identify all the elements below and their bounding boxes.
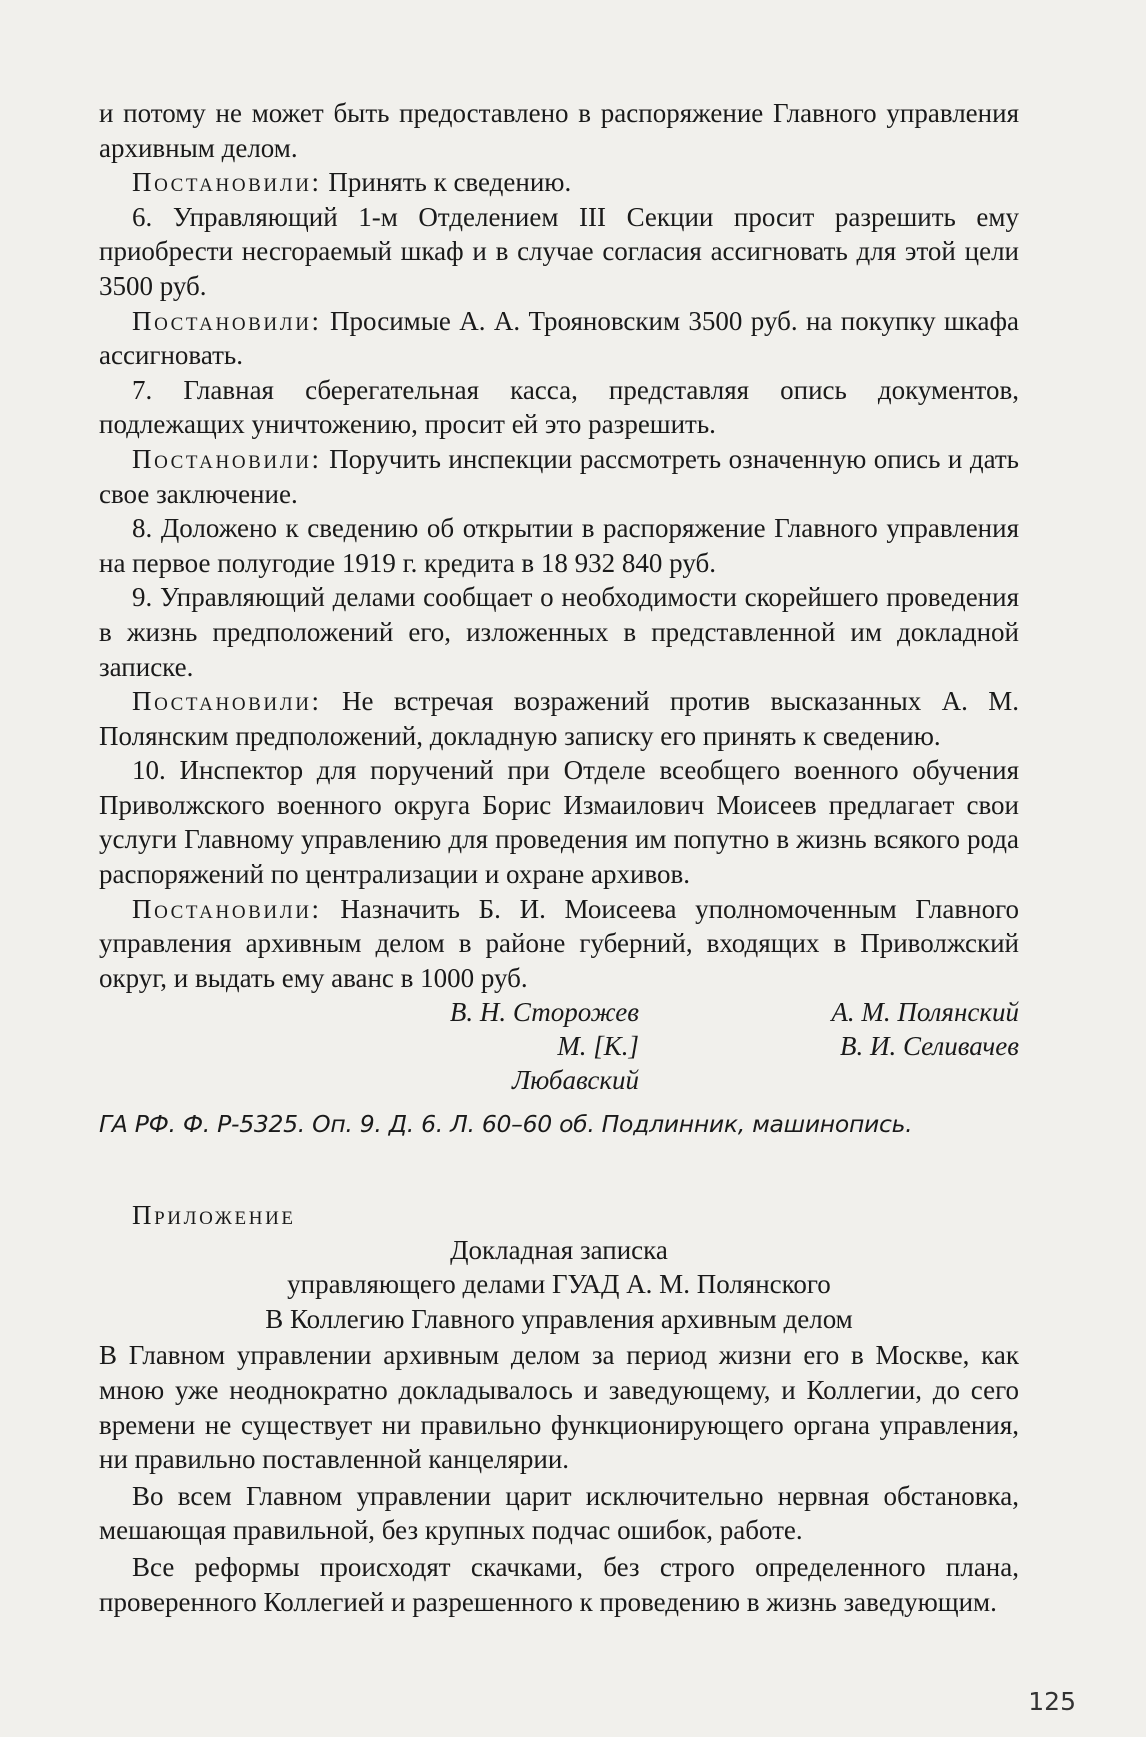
main-text <box>99 96 1019 1619</box>
resolution-paragraph <box>99 304 1019 373</box>
resolution-label: Постановили: <box>132 686 322 717</box>
signature: В. И. Селивачев <box>839 1031 1019 1062</box>
resolution-label: Постановили: <box>132 893 322 924</box>
paragraph: 9. Управляющий делами сообщает о необходимости скорейшего проведения в жизнь предположений его, изложенных в представленной им докладной записке. <box>99 582 1019 682</box>
appendix-title: Докладная записка <box>450 1234 668 1265</box>
paragraph: 7. Главная сберегательная касса, представляя опись документов, подлежащих уничтожению, просит ей это разрешить. <box>99 374 1019 440</box>
appendix-label: Приложение <box>132 1200 296 1231</box>
resolution-text: Просимые А. А. Трояновским 3500 руб. на покупку шкафа ассигновать. <box>99 305 1019 371</box>
resolution-paragraph <box>99 442 1019 511</box>
appendix-subtitle: управляющего делами ГУАД А. М. Полянского <box>287 1269 831 1300</box>
resolution-label: Постановили: <box>132 443 322 474</box>
signature-row <box>99 995 1019 1029</box>
resolution-paragraph <box>99 684 1019 753</box>
signature-row <box>99 1029 1019 1097</box>
signature: А. М. Полянский <box>831 997 1019 1028</box>
paragraph: 8. Доложено к сведению об открытии в распоряжение Главного управления на первое полугодие 1919 г. кредита в 18 932 840 руб. <box>99 513 1019 578</box>
paragraph: 10. Инспектор для поручений при Отделе всеобщего военного обучения Приволжского военного округа Борис Измаилович Моисеев предлагает свои услуги Главному управлению для проведения им попутно в жизнь всякого рода распоряжений по централизации и охране архивов. <box>99 755 1019 890</box>
resolution-label: Постановили: <box>132 305 322 336</box>
archive-reference: ГА РФ. Ф. Р-5325. Оп. 9. Д. 6. Л. 60–60 об. Подлинник, машинопись. <box>99 1110 913 1139</box>
resolution-label: Постановили: <box>132 167 322 198</box>
appendix-addressee: В Коллегию Главного управления архивным делом <box>265 1303 853 1334</box>
appendix-paragraph: В Главном управлении архивным делом за период жизни его в Москве, как мною уже неоднократно докладывалось и заведующему, и Коллегии, до сего времени не существует ни правильно функционирующего органа управления, ни правильно поставленной канцелярии. <box>99 1340 1019 1475</box>
resolution-text: Назначить Б. И. Моисеева уполномоченным Главного управления архивным делом в районе губерний, входящих в Приволжский округ, и выдать ему аванс в 1000 руб. <box>99 893 1019 993</box>
resolution-paragraph <box>99 892 1019 996</box>
appendix-paragraph: Все реформы происходят скачками, без строго определенного плана, проверенного Коллегией и разрешенного к проведению в жизнь заведующим. <box>99 1551 1019 1617</box>
resolution-text: Не встречая возражений против высказанных А. М. Полянским предположений, докладную записку его принять к сведению. <box>99 686 1019 751</box>
resolution-text: Поручить инспекции рассмотреть означенную опись и дать свое заключение. <box>99 443 1019 509</box>
paragraph: и потому не может быть предоставлено в распоряжение Главного управления архивным делом. <box>99 98 1019 163</box>
signature: М. [К.] Любавский <box>511 1031 639 1096</box>
resolution-paragraph <box>99 165 1019 200</box>
appendix-paragraph: Во всем Главном управлении царит исключительно нервная обстановка, мешающая правильной, без крупных подчас ошибок, работе. <box>99 1480 1019 1546</box>
paragraph: 6. Управляющий 1-м Отделением III Секции просит разрешить ему приобрести несгораемый шкаф и в случае согласия ассигновать для этой цели 3500 руб. <box>99 201 1019 301</box>
resolution-text: Принять к сведению. <box>321 167 572 198</box>
page-number: 125 <box>1028 1687 1076 1716</box>
signature: В. Н. Сторожев <box>449 997 639 1028</box>
